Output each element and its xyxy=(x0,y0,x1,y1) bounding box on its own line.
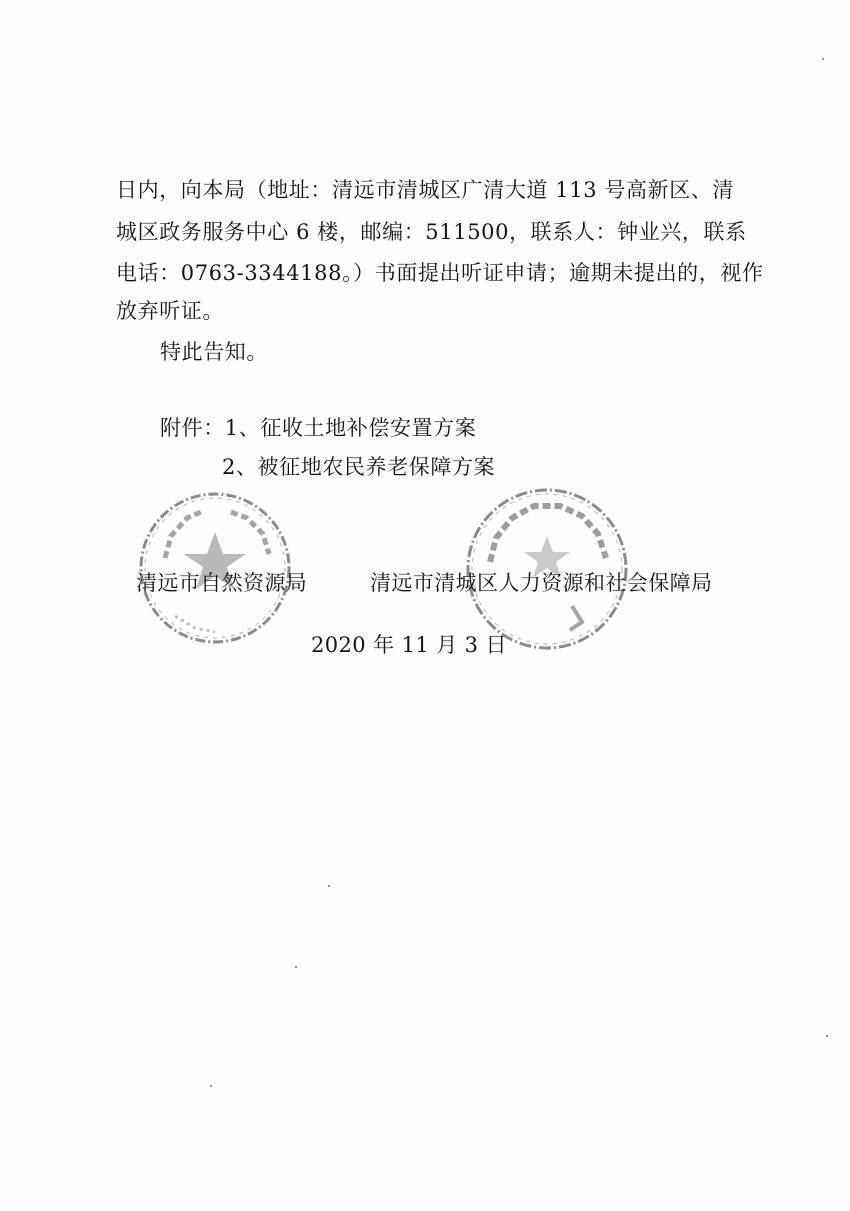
body-line-4: 放弃听证。 xyxy=(116,299,224,323)
signature-right-agency: 清远市清城区人力资源和社会保障局 xyxy=(370,571,713,595)
body-line-1: 日内，向本局（地址：清远市清城区广清大道 113 号高新区、清 xyxy=(116,178,735,202)
scan-speck xyxy=(210,1085,212,1087)
scan-speck xyxy=(328,885,330,887)
attachment-item-1: 附件：1、征收土地补偿安置方案 xyxy=(160,416,477,440)
attachment-item-2: 2、被征地农民养老保障方案 xyxy=(222,455,496,479)
body-line-3: 电话：0763-3344188。）书面提出听证申请；逾期未提出的，视作 xyxy=(116,261,764,285)
signature-left-agency: 清远市自然资源局 xyxy=(136,571,308,595)
body-line-2: 城区政务服务中心 6 楼，邮编：511500，联系人：钟业兴，联系 xyxy=(116,220,747,244)
scan-speck xyxy=(295,966,297,968)
scan-speck xyxy=(826,1035,828,1037)
signature-date: 2020 年 11 月 3 日 xyxy=(311,633,507,657)
closing-text: 特此告知。 xyxy=(160,340,268,364)
scan-speck xyxy=(822,58,824,60)
